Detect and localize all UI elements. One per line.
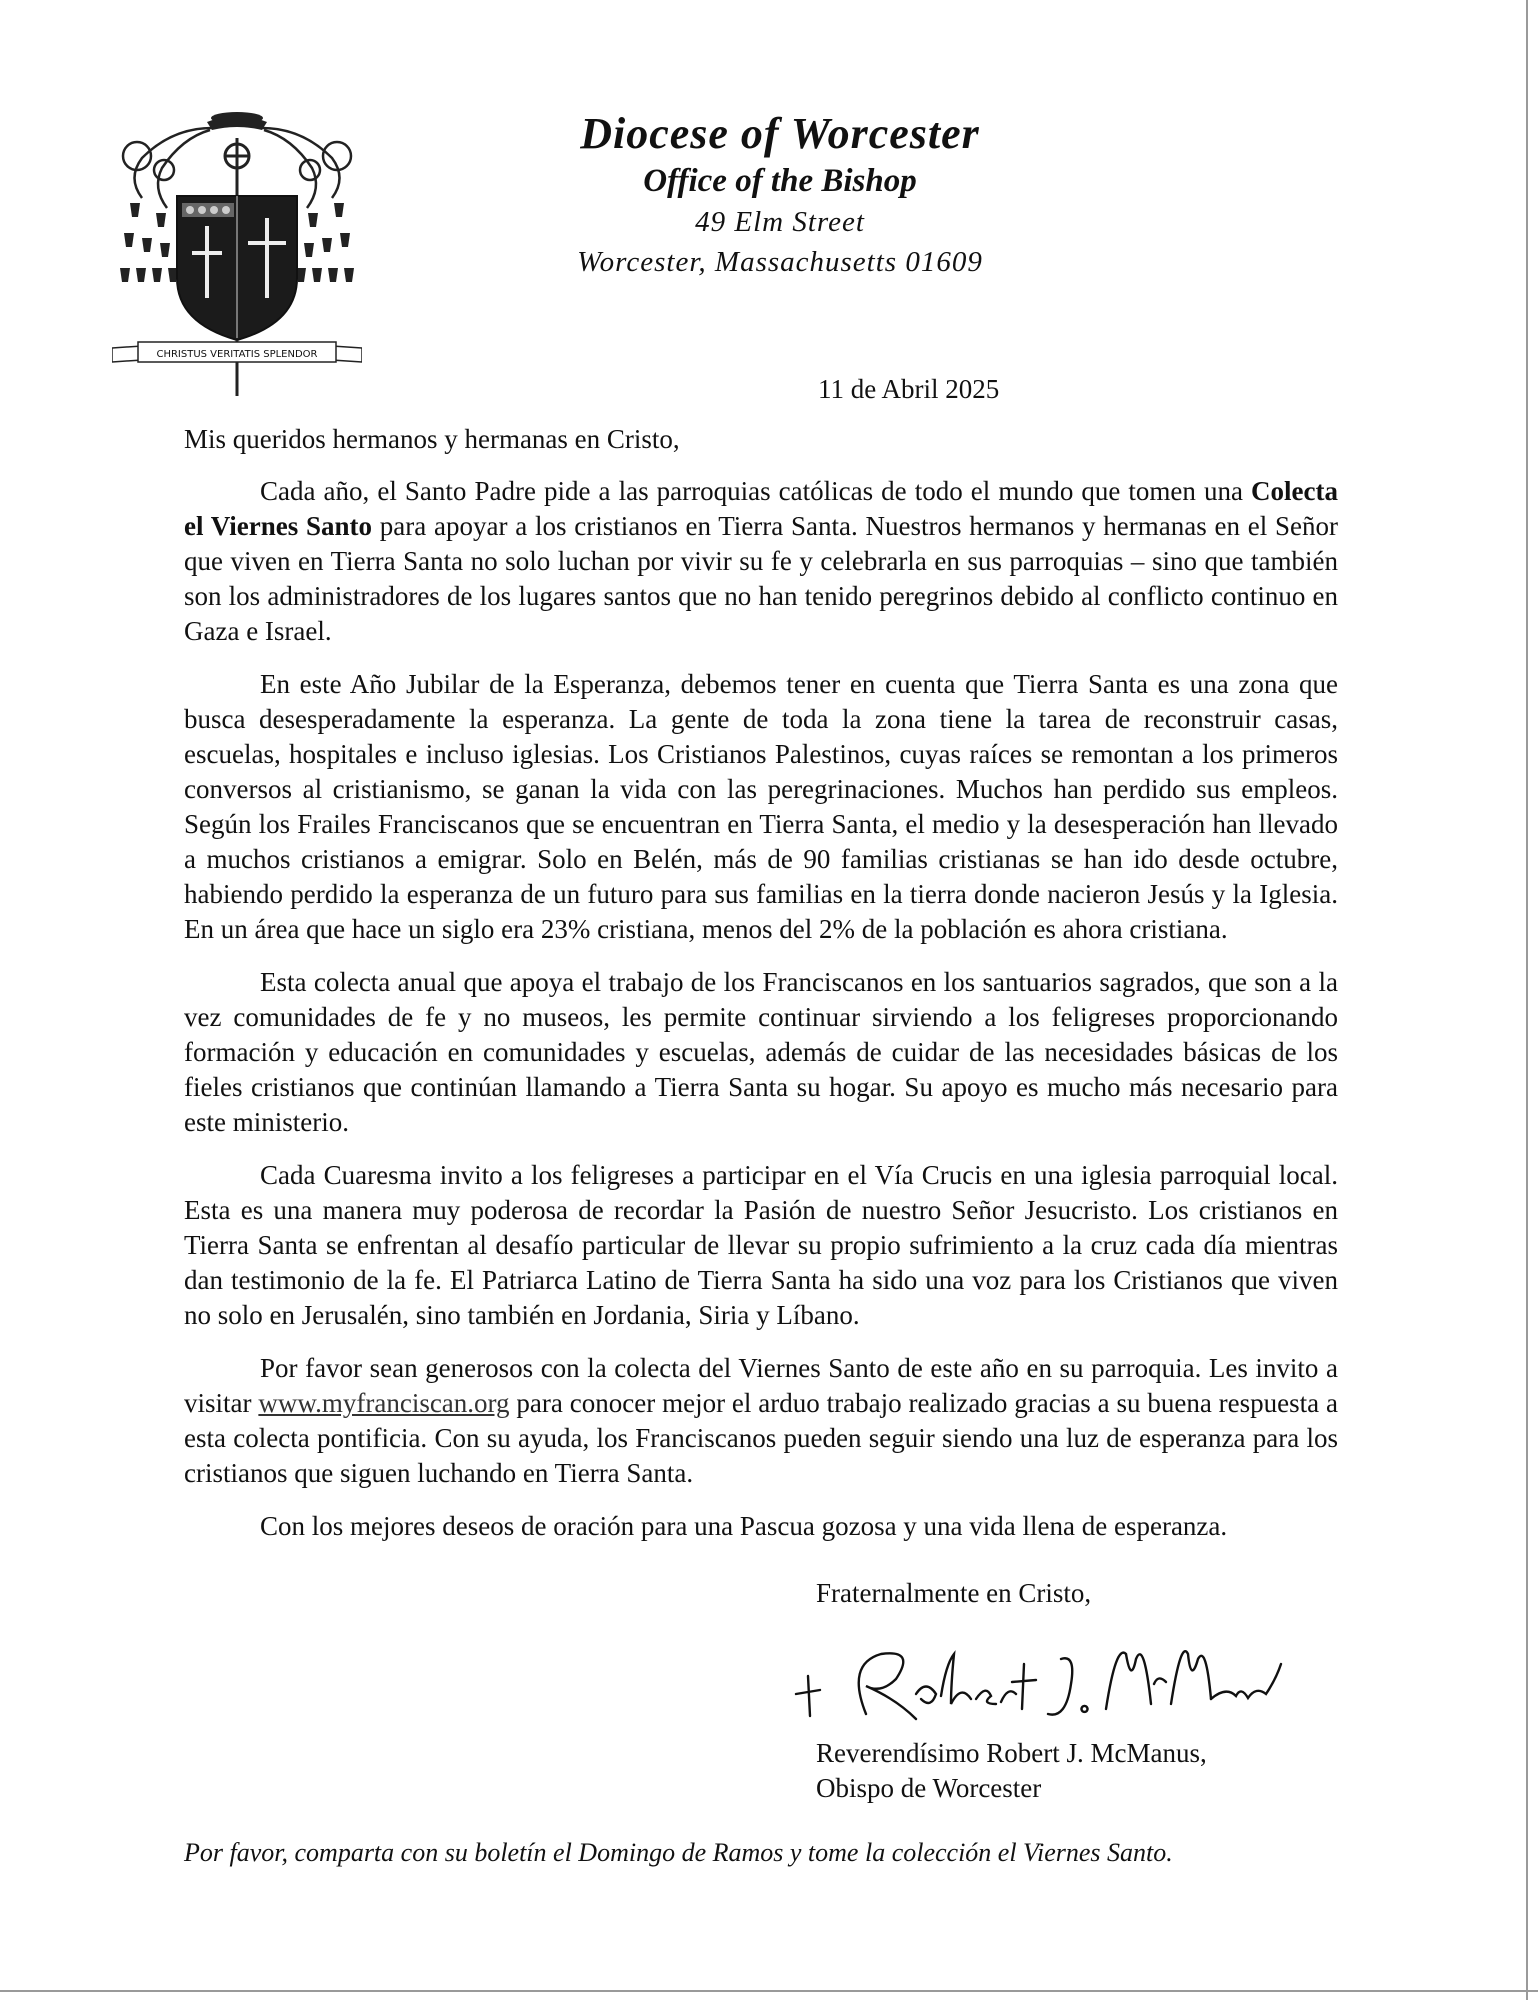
crest-motto: CHRISTUS VERITATIS SPLENDOR (156, 349, 318, 360)
letter-body (184, 474, 1338, 1562)
paragraph-3: Esta colecta anual que apoya el trabajo de los Franciscanos en los santuarios sagrados, que son a la vez comunidades de fe y no museos, les permite continuar sirviendo a los feligreses proporcionando formación y educación en comunidades y escuelas, además de cuidar de las necesidades básicas de los fieles cristianos que continúan llamando a Tierra Santa su hogar. Su apoyo es mucho más necesario para este ministerio. (184, 967, 1338, 1137)
p5-end: para conocer mejor el arduo trabajo realizado gracias a su buena respuesta a esta colecta pontificia. Con su ayuda, los Franciscanos pueden seguir siendo una luz de esperanza para los cristianos que siguen luchando en Tierra Santa. (184, 1388, 1338, 1488)
page-edge-bottom (0, 1990, 1538, 1992)
letter-date: 11 de Abril 2025 (818, 374, 1000, 404)
p5-start: Por favor sean generosos con la colecta del Viernes Santo de este año en su parroquia. Les invito a visitar (184, 1353, 1338, 1418)
p1-bold-collection-name: Colecta el Viernes Santo (184, 476, 1338, 541)
paragraph-4: Cada Cuaresma invito a los feligreses a participar en el Vía Crucis en una iglesia parroquial local. Esta es una manera muy poderosa de recordar la Pasión de nuestro Señor Jesucristo. Los cristianos en Tierra Santa se enfrentan al desafío particular de llevar su propio sufrimiento a la cruz cada día mientras dan testimonio de la fe. El Patriarca Latino de Tierra Santa ha sido una voz para los Cristianos que viven no solo en Jerusalén, sino también en Jordania, Siria y Líbano. (184, 1160, 1338, 1330)
p1-end: para apoyar a los cristianos en Tierra Santa. Nuestros hermanos y hermanas en el Señor que viven en Tierra Santa no solo luchan por vivir su fe y celebrarla en sus parroquias – sino que también son los administradores de los lugares santos que no han tenido peregrinos debido al conflicto continuo en Gaza e Israel. (184, 511, 1338, 646)
franciscan-website-link[interactable]: www.myfranciscan.org (258, 1388, 510, 1418)
diocese-coat-of-arms (112, 108, 362, 398)
paragraph-1 (184, 474, 1338, 649)
salutation: Mis queridos hermanos y hermanas en Cristo, (184, 424, 680, 454)
signoff: Fraternalmente en Cristo, (816, 1578, 1092, 1608)
street-address: 49 Elm Street (695, 206, 865, 238)
handwritten-signature (786, 1624, 1286, 1744)
signer-block (816, 1736, 1207, 1806)
paragraph-2: En este Año Jubilar de la Esperanza, debemos tener en cuenta que Tierra Santa es una zona que busca desesperadamente la esperanza. La gente de toda la zona tiene la tarea de reconstruir casas, escuelas, hospitales e incluso iglesias. Los Cristianos Palestinos, cuyas raíces se remontan a los primeros conversos al cristianismo, se ganan la vida con las peregrinaciones. Muchos han perdido sus empleos. Según los Frailes Franciscanos que se encuentran en Tierra Santa, el medio y la desesperación han llevado a muchos cristianos a emigrar. Solo en Belén, más de 90 familias cristianas se han ido desde octubre, habiendo perdido la esperanza de un futuro para sus familias en la tierra donde nacieron Jesús y la Iglesia. En un área que hace un siglo era 23% cristiana, menos del 2% de la población es ahora cristiana. (184, 669, 1338, 944)
diocese-title: Diocese of Worcester (580, 109, 980, 158)
letterhead (500, 108, 1060, 282)
signer-title: Obispo de Worcester (816, 1773, 1042, 1803)
city-address: Worcester, Massachusetts 01609 (577, 246, 983, 278)
p1-start: Cada año, el Santo Padre pide a las parroquias católicas de todo el mundo que tomen una (260, 476, 1252, 506)
office-name: Office of the Bishop (643, 163, 917, 199)
paragraph-5 (184, 1351, 1338, 1491)
page-edge-right (1526, 0, 1528, 2000)
paragraph-6: Con los mejores deseos de oración para una Pascua gozosa y una vida llena de esperanza. (260, 1511, 1228, 1541)
signer-name: Reverendísimo Robert J. McManus, (816, 1738, 1207, 1768)
footer-note: Por favor, comparta con su boletín el Domingo de Ramos y tome la colección el Viernes Santo. (184, 1838, 1173, 1867)
